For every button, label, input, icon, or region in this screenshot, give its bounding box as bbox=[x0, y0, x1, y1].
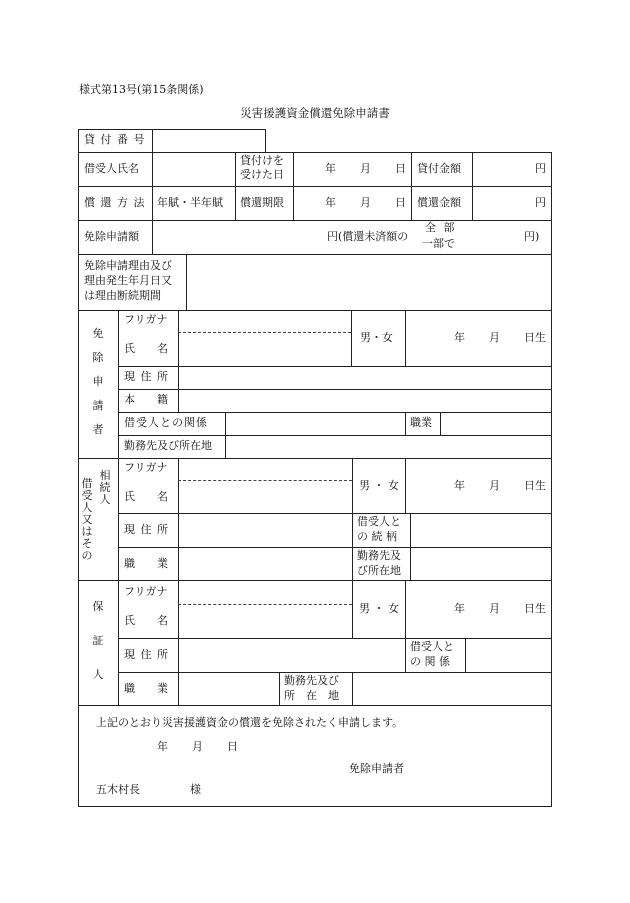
applicant-domicile-label: 本 籍 bbox=[124, 393, 168, 406]
heir-relation-label-2: の 続 柄 bbox=[357, 530, 397, 543]
applicant-furigana-label: フリガナ bbox=[124, 313, 168, 326]
guarantor-birth-month: 月 bbox=[489, 602, 500, 615]
exemption-end: 円) bbox=[524, 230, 540, 243]
applicant-birth-day: 日生 bbox=[524, 331, 546, 344]
guarantor-section-label: 保 証 人 bbox=[92, 600, 104, 681]
honorific: 様 bbox=[190, 783, 201, 796]
guarantor-relation-label-2: の 関 係 bbox=[410, 655, 450, 668]
heir-birth-year: 年 bbox=[454, 479, 465, 492]
guarantor-birth-day: 日生 bbox=[524, 602, 546, 615]
repayment-due-day: 日 bbox=[395, 196, 406, 209]
exemption-amount-mid: 円(償還未済額の bbox=[327, 230, 409, 243]
repayment-amount-label: 償還金額 bbox=[417, 196, 461, 209]
heir-birth-day: 日生 bbox=[524, 479, 546, 492]
repayment-due-label: 償還期限 bbox=[240, 196, 284, 209]
exemption-all: 全 部 bbox=[425, 221, 457, 234]
loan-date-year: 年 bbox=[325, 162, 336, 175]
repayment-due-year: 年 bbox=[325, 196, 336, 209]
addressee: 五木村長 bbox=[96, 783, 140, 796]
guarantor-furigana-label: フリガナ bbox=[124, 585, 168, 598]
heir-occupation-label: 職 業 bbox=[124, 557, 168, 570]
guarantor-name-label: 氏 名 bbox=[124, 614, 168, 627]
guarantor-workplace-label-2: 所 在 地 bbox=[284, 689, 339, 702]
reason-label-3: は理由断続期間 bbox=[84, 289, 161, 302]
heir-name-label: 氏 名 bbox=[124, 490, 168, 503]
applicant-signature-label: 免除申請者 bbox=[349, 762, 404, 775]
guarantor-occupation-label: 職 業 bbox=[124, 682, 168, 695]
repayment-method-label: 償 還 方 法 bbox=[84, 196, 146, 209]
loan-date-day: 日 bbox=[395, 162, 406, 175]
heir-furigana-label: フリガナ bbox=[124, 461, 168, 474]
applicant-section-label: 免 除 申 請 者 bbox=[92, 327, 104, 436]
loan-date-month: 月 bbox=[360, 162, 371, 175]
exemption-amount-label: 免除申請額 bbox=[84, 230, 139, 243]
heir-birth-month: 月 bbox=[489, 479, 500, 492]
application-date-year: 年 bbox=[157, 740, 168, 753]
guarantor-gender: 男 ・ 女 bbox=[359, 602, 399, 615]
application-date-month: 月 bbox=[192, 740, 203, 753]
heir-workplace-label-2: び所在地 bbox=[357, 564, 401, 577]
guarantor-relation-label-1: 借受人と bbox=[410, 640, 454, 653]
repayment-due-month: 月 bbox=[360, 196, 371, 209]
guarantor-workplace-label-1: 勤務先及び bbox=[284, 674, 339, 687]
form-number: 様式第13号(第15条関係) bbox=[79, 83, 204, 96]
loan-date-label-1: 貸付けを bbox=[240, 154, 284, 167]
declaration-statement: 上記のとおり災害援護資金の償還を免除されたく申請します。 bbox=[96, 716, 404, 729]
heir-section-label-col2: 相 続 人 bbox=[99, 469, 111, 506]
exemption-part: 一部で bbox=[422, 237, 455, 250]
loan-amount-currency: 円 bbox=[535, 162, 546, 175]
repayment-method-value: 年賦・半年賦 bbox=[157, 196, 223, 209]
document-title: 災害援護資金償還免除申請書 bbox=[240, 106, 390, 120]
application-date-day: 日 bbox=[227, 740, 238, 753]
loan-amount-label: 貸付金額 bbox=[417, 162, 461, 175]
guarantor-birth-year: 年 bbox=[454, 602, 465, 615]
reason-label-1: 免除申請理由及び bbox=[84, 259, 172, 272]
borrower-name-label: 借受人氏名 bbox=[84, 162, 139, 175]
heir-relation-label-1: 借受人と bbox=[357, 515, 401, 528]
heir-gender: 男 ・ 女 bbox=[359, 479, 399, 492]
applicant-workplace-label: 勤務先及び所在地 bbox=[124, 439, 212, 452]
guarantor-address-label: 現 住 所 bbox=[124, 648, 169, 661]
loan-number-label: 貸 付 番 号 bbox=[84, 133, 146, 146]
applicant-birth-month: 月 bbox=[489, 331, 500, 344]
reason-label-2: 理由発生年月日又 bbox=[84, 274, 172, 287]
heir-address-label: 現 住 所 bbox=[124, 523, 169, 536]
applicant-relation-label: 借受人との関係 bbox=[124, 416, 208, 429]
applicant-gender: 男・女 bbox=[360, 331, 393, 344]
loan-date-label-2: 受けた日 bbox=[240, 168, 284, 181]
applicant-birth-year: 年 bbox=[454, 331, 465, 344]
applicant-address-label: 現 住 所 bbox=[124, 370, 169, 383]
applicant-name-label: 氏 名 bbox=[124, 342, 168, 355]
applicant-occupation-label: 職業 bbox=[410, 416, 432, 429]
repayment-amount-currency: 円 bbox=[535, 196, 546, 209]
heir-workplace-label-1: 勤務先及 bbox=[357, 549, 401, 562]
heir-section-label-col1: 借 受 人 又 は そ の bbox=[81, 477, 93, 562]
